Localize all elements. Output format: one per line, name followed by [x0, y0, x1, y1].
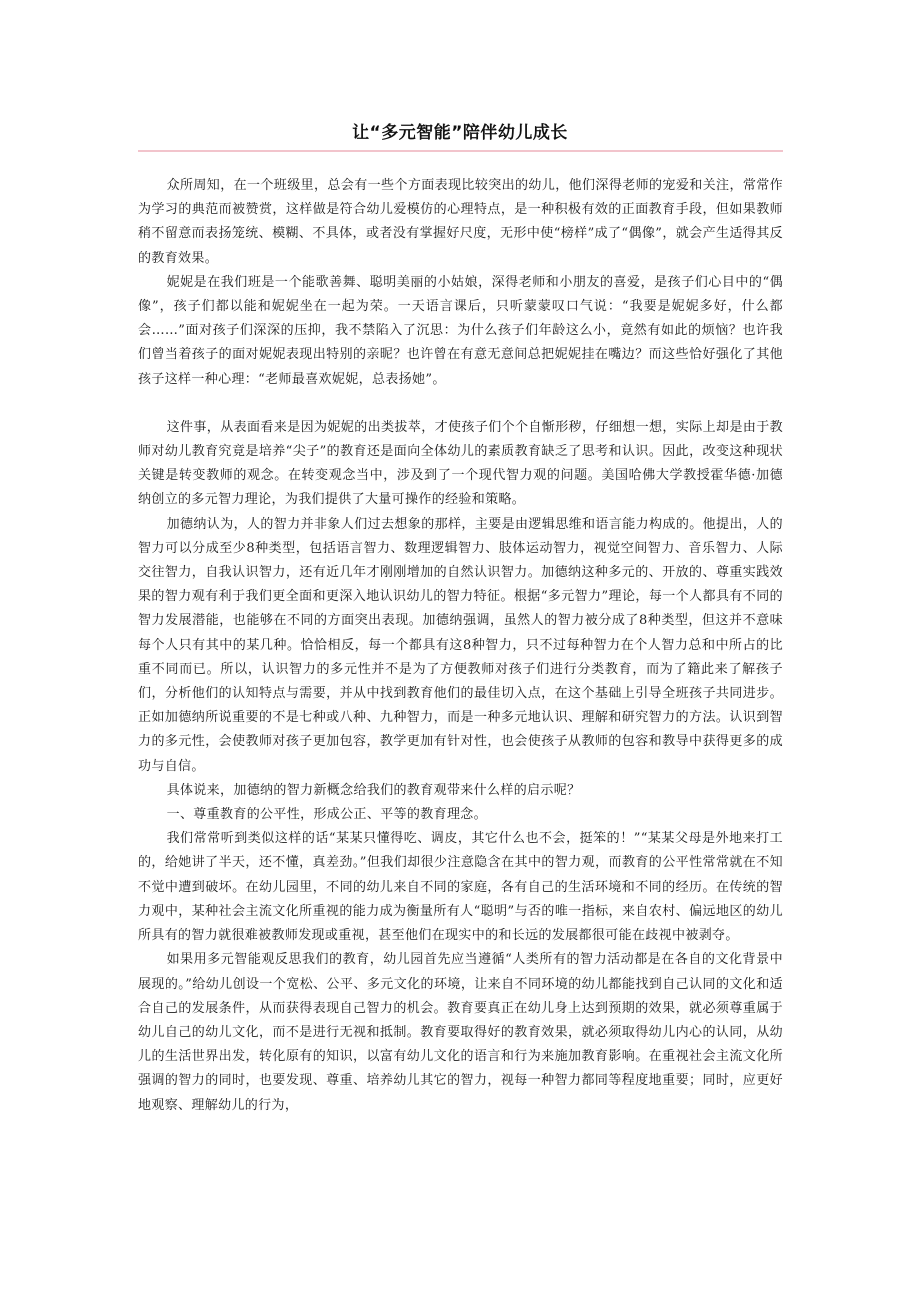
paragraph-spacer — [138, 392, 783, 416]
document-body — [138, 174, 783, 1118]
paragraph-1: 众所周知，在一个班级里，总会有一些个方面表现比较突出的幼儿，他们深得老师的宠爱和关注，常常作为学习的典范而被赞赏，这样做是符合幼儿爱模仿的心理特点，是一种积极有效的正面教育手段，但如果教师稍不留意而表扬笼统、模糊、不具体，或者没有掌握好尺度，无形中使“榜样”成了“偶像”，就会产生适得其反的教育效果。 — [138, 178, 783, 266]
paragraph-4: 加德纳认为，人的智力并非象人们过去想象的那样，主要是由逻辑思维和语言能力构成的。他提出，人的智力可以分成至少8种类型，包括语言智力、数理逻辑智力、肢体运动智力，视觉空间智力、音乐智力、人际交往智力，自我认识智力，还有近几年才刚刚增加的自然认识智力。加德纳这种多元的、开放的、尊重实践效果的智力观有利于我们更全面和更深入地认识幼儿的智力特征。根据“多元智力”理论，每一个人都具有不同的智力发展潜能，也能够在不同的方面突出表现。加德纳强调，虽然人的智力被分成了8种类型，但这并不意味每个人只有其中的某几种。恰恰相反，每一个都具有这8种智力，只不过每种智力在个人智力总和中所占的比重不同而已。所以，认识智力的多元性并不是为了方便教师对孩子们进行分类教育，而为了籍此来了解孩子们，分析他们的认知特点与需要，并从中找到教育他们的最佳切入点，在这个基础上引导全班孩子共同进步。正如加德纳所说重要的不是七种或八种、九种智力，而是一种多元地认识、理解和研究智力的方法。认识到智力的多元性，会使教师对孩子更加包容，教学更加有针对性，也会使孩子从教师的包容和教导中获得更多的成功与自信。 — [138, 516, 783, 774]
paragraph-8: 如果用多元智能观反思我们的教育，幼儿园首先应当遵循“人类所有的智力活动都是在各自的文化背景中展现的。”给幼儿创设一个宽松、公平、多元文化的环境，让来自不同环境的幼儿都能找到自己认同的文化和适合自己的发展条件，从而获得表现自己智力的机会。教育要真正在幼儿身上达到预期的效果，就必须尊重属于幼儿自己的幼儿文化，而不是进行无视和抵制。教育要取得好的教育效果，就必须取得幼儿内心的认同，从幼儿的生活世界出发，转化原有的知识，以富有幼儿文化的语言和行为来施加教育影响。在重视社会主流文化所强调的智力的同时，也要发现、尊重、培养幼儿其它的智力，视每一种智力都同等程度地重要；同时，应更好地观察、理解幼儿的行为， — [138, 952, 783, 1113]
paragraph-6-heading: 一、尊重教育的公平性，形成公正、平等的教育理念。 — [166, 807, 487, 823]
paragraph-5: 具体说来，加德纳的智力新概念给我们的教育观带来什么样的启示呢？ — [166, 782, 581, 798]
paragraph-7: 我们常常听到类似这样的话“某某只懂得吃、调皮，其它什么也不会，挺笨的！”“某某父母是外地来打工的，给她讲了半天，还不懂，真差劲。”但我们却很少注意隐含在其中的智力观，而教育的公平性常常就在不知不觉中遭到破坏。在幼儿园里，不同的幼儿来自不同的家庭，各有自己的生活环境和不同的经历。在传统的智力观中，某种社会主流文化所重视的能力成为衡量所有人“聪明”与否的唯一指标，来自农村、偏远地区的幼儿所具有的智力就很难被教师发现或重视，甚至他们在现实中的和长远的发展都很可能在歧视中被剥夺。 — [138, 831, 783, 944]
document-title: 让“多元智能”陪伴幼儿成长 — [352, 123, 568, 143]
title-divider — [138, 150, 783, 152]
paragraph-2: 妮妮是在我们班是一个能歌善舞、聪明美丽的小姑娘，深得老师和小朋友的喜爱，是孩子们心目中的“偶像”，孩子们都以能和妮妮坐在一起为荣。一天语言课后，只听蒙蒙叹口气说：“我要是妮妮多好，什么都会……”面对孩子们深深的压抑，我不禁陷入了沉思：为什么孩子们年龄这么小，竟然有如此的烦恼？也许我们曾当着孩子的面对妮妮表现出特别的亲昵？也许曾在有意无意间总把妮妮挂在嘴边？而这些恰好强化了其他孩子这样一种心理：“老师最喜欢妮妮，总表扬她”。 — [138, 274, 783, 387]
paragraph-3: 这件事，从表面看来是因为妮妮的出类拔萃，才使孩子们个个自惭形秽，仔细想一想，实际上却是由于教师对幼儿教育究竟是培养“尖子”的教育还是面向全体幼儿的素质教育缺乏了思考和认识。因此，改变这种现状关键是转变教师的观念。在转变观念当中，涉及到了一个现代智力观的问题。美国哈佛大学教授霍华德·加德纳创立的多元智力理论，为我们提供了大量可操作的经验和策略。 — [138, 419, 783, 508]
